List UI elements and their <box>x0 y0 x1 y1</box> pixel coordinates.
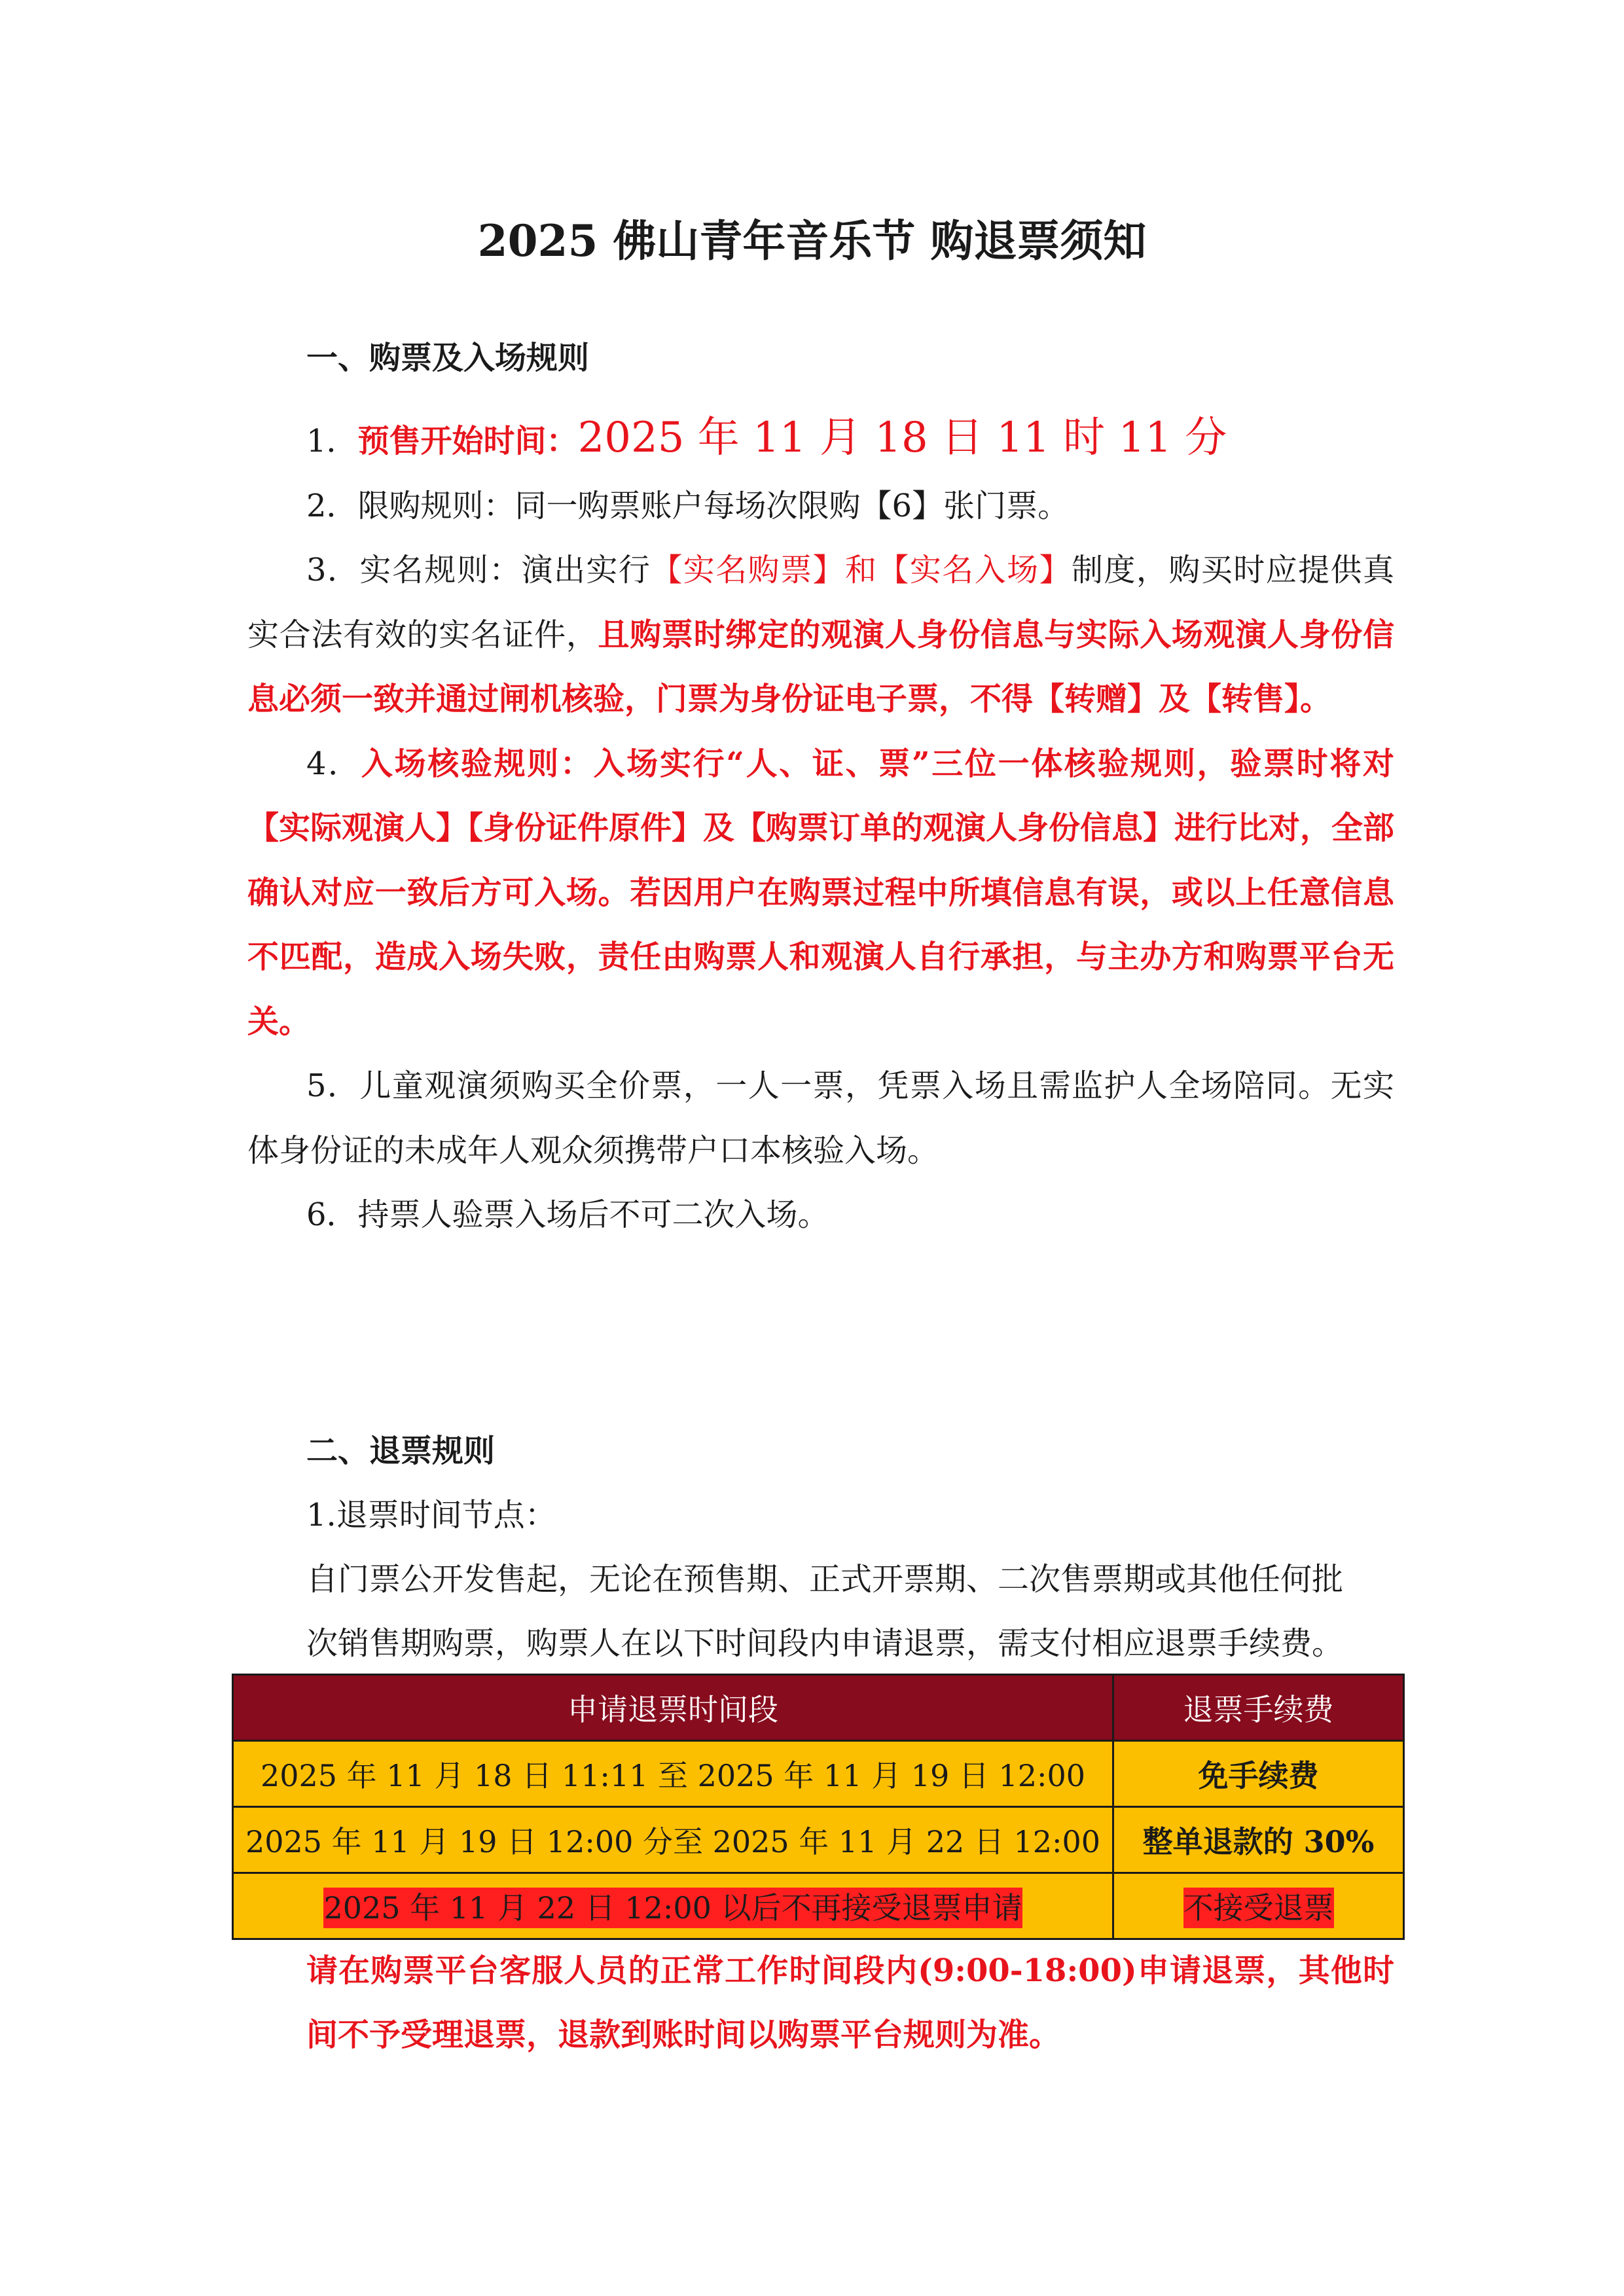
rule-1 <box>247 406 1394 474</box>
rule-3-intro: 3．实名规则：演出实行 <box>306 552 651 588</box>
rule-1-number: 1． <box>306 423 358 459</box>
rule-4-number: 4． <box>306 745 361 782</box>
rule-4-text: 入场核验规则：入场实行“人、证、票”三位一体核验规则，验票时将对【实际观演人】【身份证件原件】及【购票订单的观演人身份信息】进行比对，全部确认对应一致后方可入场。若因用户在购票过程中所填信息有误，或以上任意信息不匹配，造成入场失败，责任由购票人和观演人自行承担，与主办方和购票平台无关。 <box>247 745 1395 1040</box>
rule-3-middle: 制度，购买时应提供真实合法有效的实名证件， <box>247 552 1394 653</box>
no-refund-fee-highlight: 不接受退票 <box>1183 1888 1334 1928</box>
header-period: 申请退票时间段 <box>233 1675 1113 1741</box>
refund-note: 请在购票平台客服人员的正常工作时间段内(9:00-18:00)申请退票，其他时间不予受理退票，退款到账时间以购票平台规则为准。 <box>306 1952 1394 2053</box>
rule-5: 5．儿童观演须购买全价票，一人一票，凭票入场且需监护人全场陪同。无实体身份证的未成年人观众须携带户口本核验入场。 <box>247 1067 1394 1169</box>
tag-real-name-purchase: 【实名购票】 <box>651 552 845 588</box>
period-cell: 2025 年 11 月 19 日 12:00 分至 2025 年 11 月 22 日 12:00 <box>233 1807 1113 1873</box>
fee-cell <box>1113 1873 1404 1939</box>
no-refund-period-highlight: 2025 年 11 月 22 日 12:00 以后不再接受退票申请 <box>323 1888 1022 1928</box>
table-row <box>233 1873 1404 1939</box>
section1-body <box>247 406 1394 1247</box>
section2-heading: 二、退票规则 <box>306 1433 496 1469</box>
rule-6: 6．持票人验票入场后不可二次入场。 <box>306 1196 829 1233</box>
presale-time: 2025 年 11 月 18 日 11 时 11 分 <box>577 414 1227 462</box>
period-cell: 2025 年 11 月 18 日 11:11 至 2025 年 11 月 19 日 12:00 <box>233 1741 1113 1807</box>
rule-3-and: 和 <box>844 552 878 588</box>
tag-real-name-entry: 【实名入场】 <box>877 552 1072 588</box>
rule-2: 2．限购规则：同一购票账户每场次限购【6】张门票。 <box>306 487 1070 524</box>
header-fee: 退票手续费 <box>1113 1675 1404 1741</box>
table-header-row <box>233 1675 1404 1741</box>
rule-3-emphasis: 且购票时绑定的观演人身份信息与实际入场观演人身份信息必须一致并通过闸机核验，门票为身份证电子票，不得【转赠】及【转售】。 <box>247 616 1394 717</box>
presale-label: 预售开始时间： <box>357 423 578 459</box>
refund-fee-table <box>232 1674 1405 1940</box>
period-cell <box>233 1873 1113 1939</box>
section2-line-1: 自门票公开发售起，无论在预售期、正式开票期、二次售票期或其他任何批 <box>306 1561 1344 1598</box>
table-row <box>233 1807 1404 1873</box>
section1-heading: 一、购票及入场规则 <box>306 340 590 376</box>
section2-subheading: 1.退票时间节点： <box>306 1497 556 1534</box>
rule-3 <box>247 538 1394 732</box>
rule-4 <box>247 732 1394 1054</box>
page-title: 2025 佛山青年音乐节 购退票须知 <box>477 215 1147 266</box>
fee-cell: 免手续费 <box>1113 1741 1404 1807</box>
section2-line-2: 次销售期购票，购票人在以下时间段内申请退票，需支付相应退票手续费。 <box>306 1625 1344 1662</box>
table-row <box>233 1741 1404 1807</box>
fee-cell: 整单退款的 30% <box>1113 1807 1404 1873</box>
section2 <box>306 1419 1394 1676</box>
